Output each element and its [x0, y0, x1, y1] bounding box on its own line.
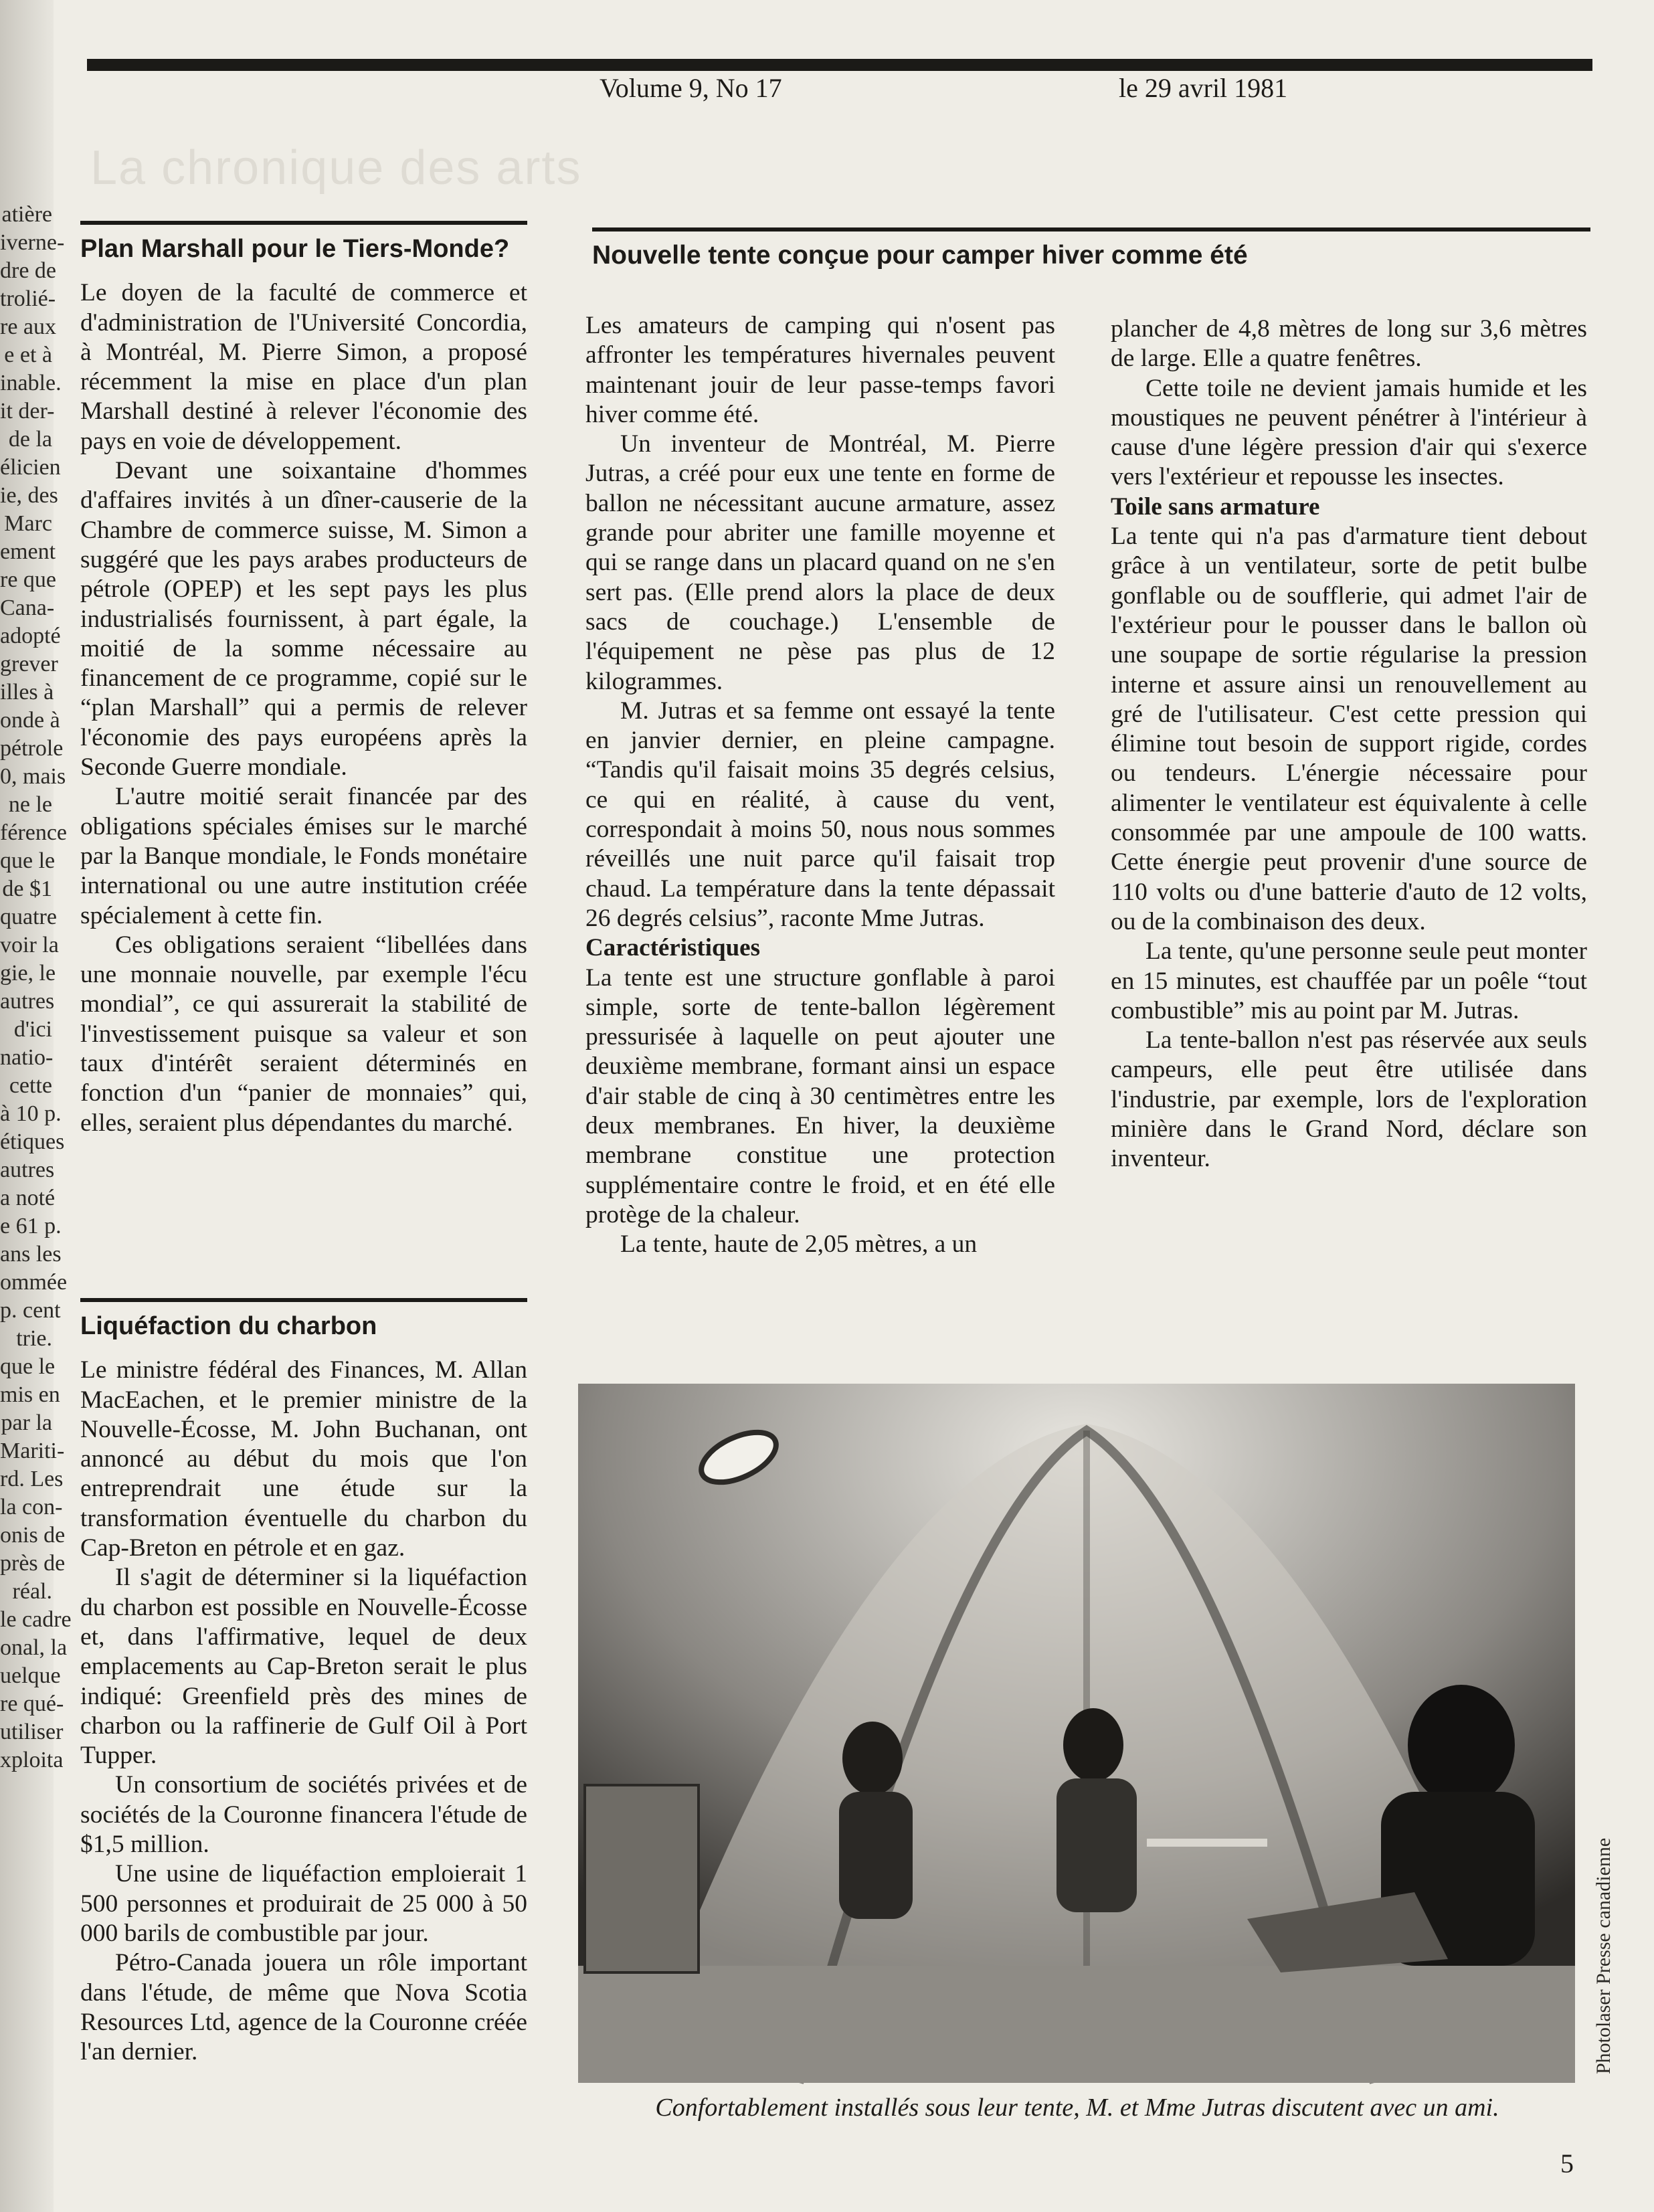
margin-fragment: voir la [0, 933, 59, 957]
article-paragraph: Pétro-Canada jouera un rôle important dans l'étude, de même que Nova Scotia Resources Ltd, agence de la Couronne créée l'an dernier. [80, 1949, 527, 2066]
photo-caption: Confortablement installés sous leur tente, M. et Mme Jutras discutent avec un ami. [655, 2094, 1499, 2122]
article-paragraph: Les amateurs de camping qui n'osent pas affronter les températures hivernales peuvent maintenant jouir de leur passe-temps favori hiver comme été. [585, 312, 1055, 428]
margin-fragment: onal, la [0, 1635, 68, 1660]
margin-fragment: re aux [0, 314, 57, 339]
margin-fragment: inable. [0, 371, 62, 395]
issue-volume: Volume 9, No 17 [600, 73, 782, 103]
margin-fragment: ans les [0, 1242, 62, 1267]
margin-fragment: par la [1, 1410, 52, 1435]
article-paragraph: La tente, haute de 2,05 mètres, a un [620, 1230, 978, 1259]
margin-fragment: illes à [0, 680, 54, 705]
margin-fragment: ommée [0, 1270, 68, 1295]
margin-fragment: atière [1, 202, 52, 227]
margin-fragment: utiliser [0, 1720, 64, 1744]
article-paragraph: La tente qui n'a pas d'armature tient debout grâce à un ventilateur, sorte de petit bulbe gonflable ou de soufflerie, qui admet l'air de l'extérieur pour le pousser dans le ballon où une soupape de sortie régularise la pression interne et assure ainsi un renouvellement au gré de l'utilisateur. C'est cette pression qui élimine tout besoin de support rigide, cordes ou tendeurs. L'énergie nécessaire pour alimenter le ventilateur est équivalente à celle consommée par une ampoule de 100 watts. Cette énergie peut provenir d'une source de 110 volts ou d'une batterie d'auto de 12 volts, ou de la combinaison des deux. [1111, 523, 1587, 935]
article-paragraph: Ces obligations seraient “libellées dans une monnaie nouvelle, par exemple l'écu mondial”, ce qui assurerait la stabilité de l'investissement puisque sa valeur et son taux d'intérêt seraient déterminés en fonction d'un “panier de monnaies” qui, elles, seraient plus dépendantes du marché. [80, 931, 527, 1137]
margin-fragment: mis en [0, 1382, 60, 1407]
margin-fragment: adopté [0, 624, 61, 648]
article-rule [80, 1298, 527, 1302]
margin-fragment: onis de [0, 1523, 66, 1548]
photo-illustration [578, 1384, 1575, 2083]
margin-fragment: autres [0, 989, 55, 1014]
article-headline: Nouvelle tente conçue pour camper hiver comme été [592, 241, 1248, 270]
margin-fragment: autres [0, 1158, 55, 1182]
article-rule [80, 221, 527, 225]
margin-fragment: p. cent [0, 1298, 61, 1323]
subheading: Caractéristiques [585, 934, 760, 962]
margin-fragment: que le [0, 848, 56, 873]
margin-fragment: onde à [0, 708, 60, 733]
margin-fragment: ement [0, 539, 56, 564]
margin-fragment: dre de [0, 258, 57, 283]
margin-fragment: iverne- [0, 230, 65, 255]
margin-fragment: que le [0, 1354, 56, 1379]
margin-fragment: réal. [12, 1579, 52, 1604]
margin-fragment: Mariti- [0, 1439, 65, 1463]
margin-fragment: à 10 p. [0, 1101, 62, 1126]
margin-fragment: it der- [0, 399, 55, 424]
article-headline: Liquéfaction du charbon [80, 1312, 377, 1340]
article-paragraph: Cette toile ne devient jamais humide et les moustiques ne peuvent pénétrer à l'intérieur à cause d'une légère pression d'air qui s'exerce vers l'extérieur et repousse les insectes. [1111, 374, 1587, 491]
margin-fragment: 0, mais [0, 764, 66, 789]
margin-fragment: re que [0, 567, 57, 592]
margin-fragment: trolié- [0, 286, 56, 311]
margin-fragment: le cadre [0, 1607, 72, 1632]
margin-fragment: élicien [0, 455, 61, 480]
margin-fragment: pétrole [0, 736, 64, 761]
margin-fragment: d'ici [13, 1017, 52, 1042]
margin-fragment: de $1 [2, 877, 52, 901]
margin-fragment: a noté [0, 1186, 56, 1210]
article-paragraph: M. Jutras et sa femme ont essayé la tente en janvier dernier, en pleine campagne. “Tandis qu'il faisait moins 35 degrés celsius, ce qui en réalité, à cause du vent, correspondait à moins 50, nous nous sommes réveillés une nuit parce qu'il faisait trop chaud. La température dans la tente dépassait 26 degrés celsius”, raconte Mme Jutras. [585, 697, 1055, 932]
margin-fragment: trie. [16, 1326, 52, 1351]
tent-interior-photo [578, 1384, 1575, 2083]
margin-fragment: e et à [4, 343, 52, 367]
page-number: 5 [1560, 2148, 1574, 2179]
article-paragraph: Une usine de liquéfaction emploierait 1 500 personnes et produirait de 25 000 à 50 000 barils de combustible par jour. [80, 1860, 527, 1947]
adjacent-page-fragments [0, 201, 72, 1774]
margin-fragment: cette [9, 1073, 52, 1098]
tent-article-column-2 [1111, 314, 1587, 1174]
article-rule [592, 227, 1590, 232]
article-paragraph: Il s'agit de déterminer si la liquéfaction du charbon est possible en Nouvelle-Écosse et, dans l'affirmative, lequel de deux emplacements au Cap-Breton serait le plus indiqué: Greenfield près des mines de charbon ou la raffinerie de Gulf Oil à Port Tupper. [80, 1564, 527, 1770]
margin-fragment: gie, le [0, 961, 56, 986]
margin-fragment: rd. Les [0, 1467, 64, 1491]
article-paragraph: Un consortium de sociétés privées et de sociétés de la Couronne financera l'étude de $1,5 million. [80, 1771, 527, 1859]
article-paragraph: Un inventeur de Montréal, M. Pierre Jutras, a créé pour eux une tente en forme de ballon ne nécessitant aucune armature, assez grande pour abriter une famille moyenne et qui se range dans un placard quand on ne s'en sert pas. (Elle prend alors la place de deux sacs de couchage.) L'ensemble de l'équipement ne pèse pas plus de 12 kilogrammes. [585, 430, 1055, 695]
margin-fragment: uelque [0, 1663, 61, 1688]
article-headline: Plan Marshall pour le Tiers-Monde? [80, 235, 510, 263]
margin-fragment: de la [8, 427, 52, 452]
header-rule [87, 59, 1592, 71]
article-paragraph: Devant une soixantaine d'hommes d'affaires invités à un dîner-causerie de la Chambre de commerce suisse, M. Simon a suggéré que les pays arabes producteurs de pétrole (OPEP) et les sept pays les plus industrialisés fournissent, à part égale, la moitié de la somme nécessaire au financement de ce programme, copié sur le “plan Marshall” qui a permis de relever l'économie des pays européens après la Seconde Guerre mondiale. [80, 457, 527, 781]
margin-fragment: xploita [0, 1748, 64, 1772]
photo-credit: Photolaser Presse canadienne [1592, 1837, 1615, 2074]
article-paragraph: Le doyen de la faculté de commerce et d'administration de l'Université Concordia, à Montréal, M. Pierre Simon, a proposé récemment la mise en place d'un plan Marshall destiné à relever l'économie des pays en voie de développement. [80, 279, 527, 455]
article-paragraph: Le ministre fédéral des Finances, M. Allan MacEachen, et le premier ministre de la Nouvelle-Écosse, M. John Buchanan, ont annoncé au début du mois que l'on entreprendrait une étude sur la transformation éventuelle du charbon du Cap-Breton en pétrole et en gaz. [80, 1356, 527, 1562]
article-liquefaction [80, 1298, 527, 2067]
margin-fragment: ie, des [0, 483, 58, 508]
article-paragraph: L'autre moitié serait financée par des obligations spéciales émises sur le marché par la Banque mondiale, le Fonds monétaire international ou une autre institution créée spécialement à cette fin. [80, 783, 527, 929]
margin-fragment: la con- [0, 1495, 63, 1519]
margin-fragment: Marc [4, 511, 52, 536]
margin-fragment: Cana- [0, 595, 55, 620]
subheading: Toile sans armature [1111, 492, 1320, 521]
article-paragraph: La tente est une structure gonflable à paroi simple, sorte de tente-ballon légèrement pressurisée à laquelle on peut ajouter une deuxième membrane, formant ainsi un espace d'air stable de cinq à 30 centimètres entre les deux membranes. En hiver, la deuxième membrane constitue une protection supplémentaire contre le froid, et en été elle protège de la chaleur. [585, 963, 1055, 1228]
margin-fragment: étiques [0, 1129, 65, 1154]
margin-fragment: ne le [8, 792, 52, 817]
article-paragraph: La tente, qu'une personne seule peut monter en 15 minutes, est chauffée par un poêle “tout combustible” mis au point par M. Jutras. [1111, 937, 1587, 1024]
margin-fragment: grever [0, 652, 58, 676]
margin-fragment: férence [0, 820, 68, 845]
article-paragraph: La tente-ballon n'est pas réservée aux seuls campeurs, elle peut être utilisée dans l'industrie, par exemple, lors de l'exploration minière dans le Grand Nord, déclare son inventeur. [1111, 1026, 1587, 1173]
tent-article-column-1 [585, 311, 1055, 1260]
margin-fragment: près de [0, 1551, 66, 1576]
margin-fragment: quatre [0, 905, 57, 929]
margin-fragment: e 61 p. [0, 1214, 62, 1238]
issue-date: le 29 avril 1981 [1119, 73, 1288, 103]
margin-fragment: re qué- [0, 1691, 64, 1716]
article-paragraph: plancher de 4,8 mètres de long sur 3,6 mètres de large. Elle a quatre fenêtres. [1111, 315, 1587, 373]
article-plan-marshall [80, 221, 527, 1138]
bleed-through-title: La chronique des arts [90, 141, 582, 195]
margin-fragment: natio- [0, 1045, 54, 1070]
tent-article-header [592, 227, 1590, 285]
